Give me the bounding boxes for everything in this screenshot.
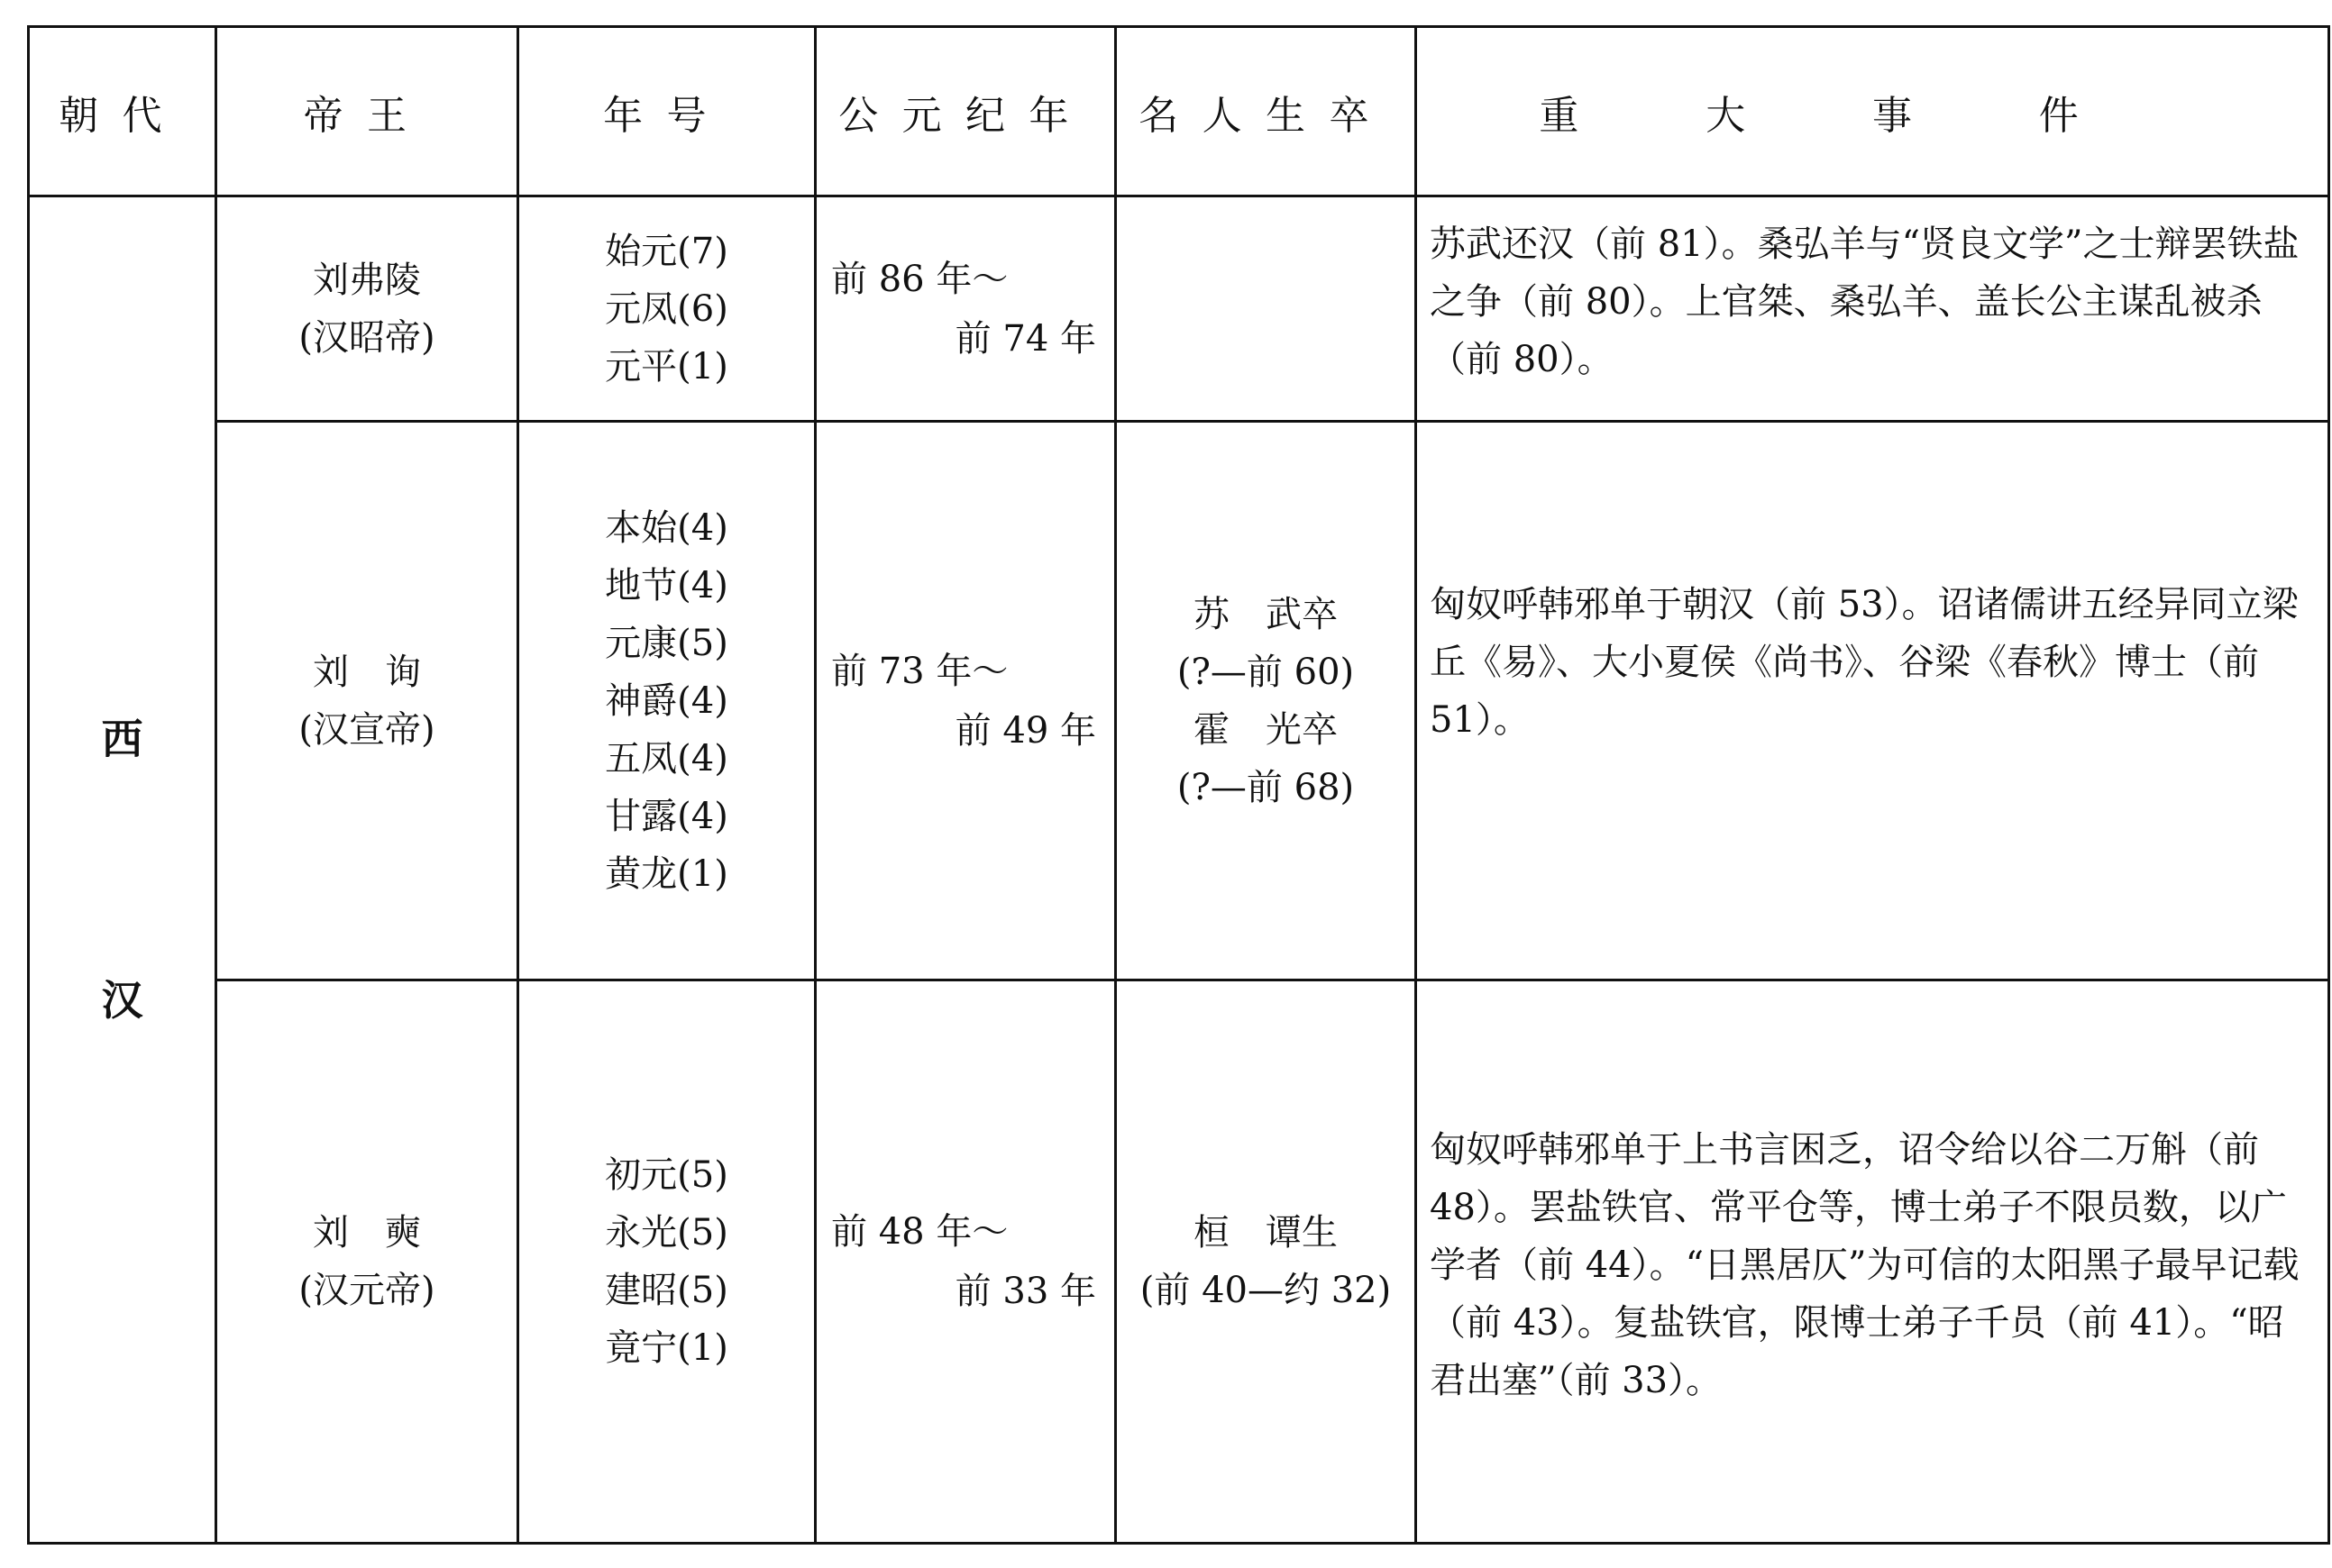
header-row bbox=[29, 27, 2329, 196]
emperor-cell bbox=[216, 196, 518, 422]
person-name: 霍 光卒 bbox=[1193, 708, 1338, 751]
person-life: (?—前 68) bbox=[1176, 766, 1355, 808]
era-item: 始元(7) bbox=[605, 230, 728, 272]
era-item: 本始(4) bbox=[605, 506, 728, 549]
notable-cell bbox=[1116, 422, 1416, 980]
person-life: (?—前 60) bbox=[1176, 651, 1355, 693]
header-dynasty: 朝代 bbox=[29, 27, 216, 196]
dynasty-char-2: 汉 bbox=[101, 976, 143, 1025]
year-from: 前 48 年～ bbox=[831, 1211, 1009, 1253]
events-cell: 匈奴呼韩邪单于上书言困乏，诏令给以谷二万斛（前 48）。罢盐铁官、常平仓等，博士弟子不限员数，以广学者（前 44）。“日黑居仄”为可信的太阳黑子最早记载（前 43）。复盐铁官，限博士弟子千员（前 41）。“昭君出塞”（前 33）。 bbox=[1416, 980, 2329, 1544]
year-cell bbox=[816, 422, 1116, 980]
header-emperor: 帝王 bbox=[216, 27, 518, 196]
header-notable: 名人生卒 bbox=[1116, 27, 1416, 196]
emperor-name: 刘 询 bbox=[313, 651, 421, 693]
dynasty-cell bbox=[29, 196, 216, 1544]
era-list bbox=[519, 223, 814, 396]
year-to: 前 33 年 bbox=[955, 1271, 1096, 1312]
emperor-title: (汉昭帝) bbox=[298, 316, 435, 359]
dynasty-char-1: 西 bbox=[101, 715, 143, 763]
year-cell bbox=[816, 980, 1116, 1544]
table-row bbox=[29, 422, 2329, 980]
year-to: 前 49 年 bbox=[955, 709, 1096, 752]
dynasty-chronology-table bbox=[27, 25, 2330, 1545]
era-cell bbox=[518, 196, 816, 422]
emperor-cell bbox=[216, 422, 518, 980]
table-row bbox=[29, 196, 2329, 422]
emperor-title: (汉宣帝) bbox=[298, 708, 435, 751]
person-life: (前 40—约 32) bbox=[1139, 1270, 1392, 1311]
era-list bbox=[519, 499, 814, 903]
person-name: 桓 谭生 bbox=[1193, 1212, 1338, 1253]
year-from: 前 73 年～ bbox=[831, 650, 1009, 692]
year-from: 前 86 年～ bbox=[831, 258, 1009, 300]
era-item: 初元(5) bbox=[605, 1154, 728, 1196]
emperor-name: 刘弗陵 bbox=[313, 259, 421, 301]
emperor-name: 刘 奭 bbox=[313, 1212, 421, 1253]
era-cell bbox=[518, 422, 816, 980]
era-item: 元平(1) bbox=[605, 345, 728, 387]
era-item: 竟宁(1) bbox=[605, 1327, 728, 1369]
year-to: 前 74 年 bbox=[955, 317, 1096, 360]
table-row bbox=[29, 980, 2329, 1544]
era-item: 永光(5) bbox=[605, 1212, 728, 1253]
era-item: 建昭(5) bbox=[605, 1270, 728, 1311]
era-item: 元凤(6) bbox=[605, 287, 728, 330]
era-item: 元康(5) bbox=[605, 622, 728, 664]
era-item: 地节(4) bbox=[605, 564, 728, 606]
header-year: 公元纪年 bbox=[816, 27, 1116, 196]
era-item: 黄龙(1) bbox=[605, 852, 728, 895]
person-name: 苏 武卒 bbox=[1193, 593, 1338, 635]
notable-cell bbox=[1116, 980, 1416, 1544]
era-item: 甘露(4) bbox=[605, 795, 728, 837]
events-cell: 匈奴呼韩邪单于朝汉（前 53）。诏诸儒讲五经异同立梁丘《易》、大小夏侯《尚书》、谷梁《春秋》博士（前 51）。 bbox=[1416, 422, 2329, 980]
emperor-title: (汉元帝) bbox=[298, 1270, 435, 1311]
notable-cell bbox=[1116, 196, 1416, 422]
era-item: 神爵(4) bbox=[605, 679, 728, 722]
header-era-name: 年号 bbox=[518, 27, 816, 196]
era-item: 五凤(4) bbox=[605, 737, 728, 779]
header-events: 重大事件 bbox=[1416, 27, 2329, 196]
year-cell bbox=[816, 196, 1116, 422]
emperor-cell bbox=[216, 980, 518, 1544]
era-list bbox=[519, 1146, 814, 1377]
events-cell: 苏武还汉（前 81）。桑弘羊与“贤良文学”之士辩罢铁盐之争（前 80）。上官桀、桑弘羊、盖长公主谋乱被杀（前 80）。 bbox=[1416, 196, 2329, 422]
era-cell bbox=[518, 980, 816, 1544]
